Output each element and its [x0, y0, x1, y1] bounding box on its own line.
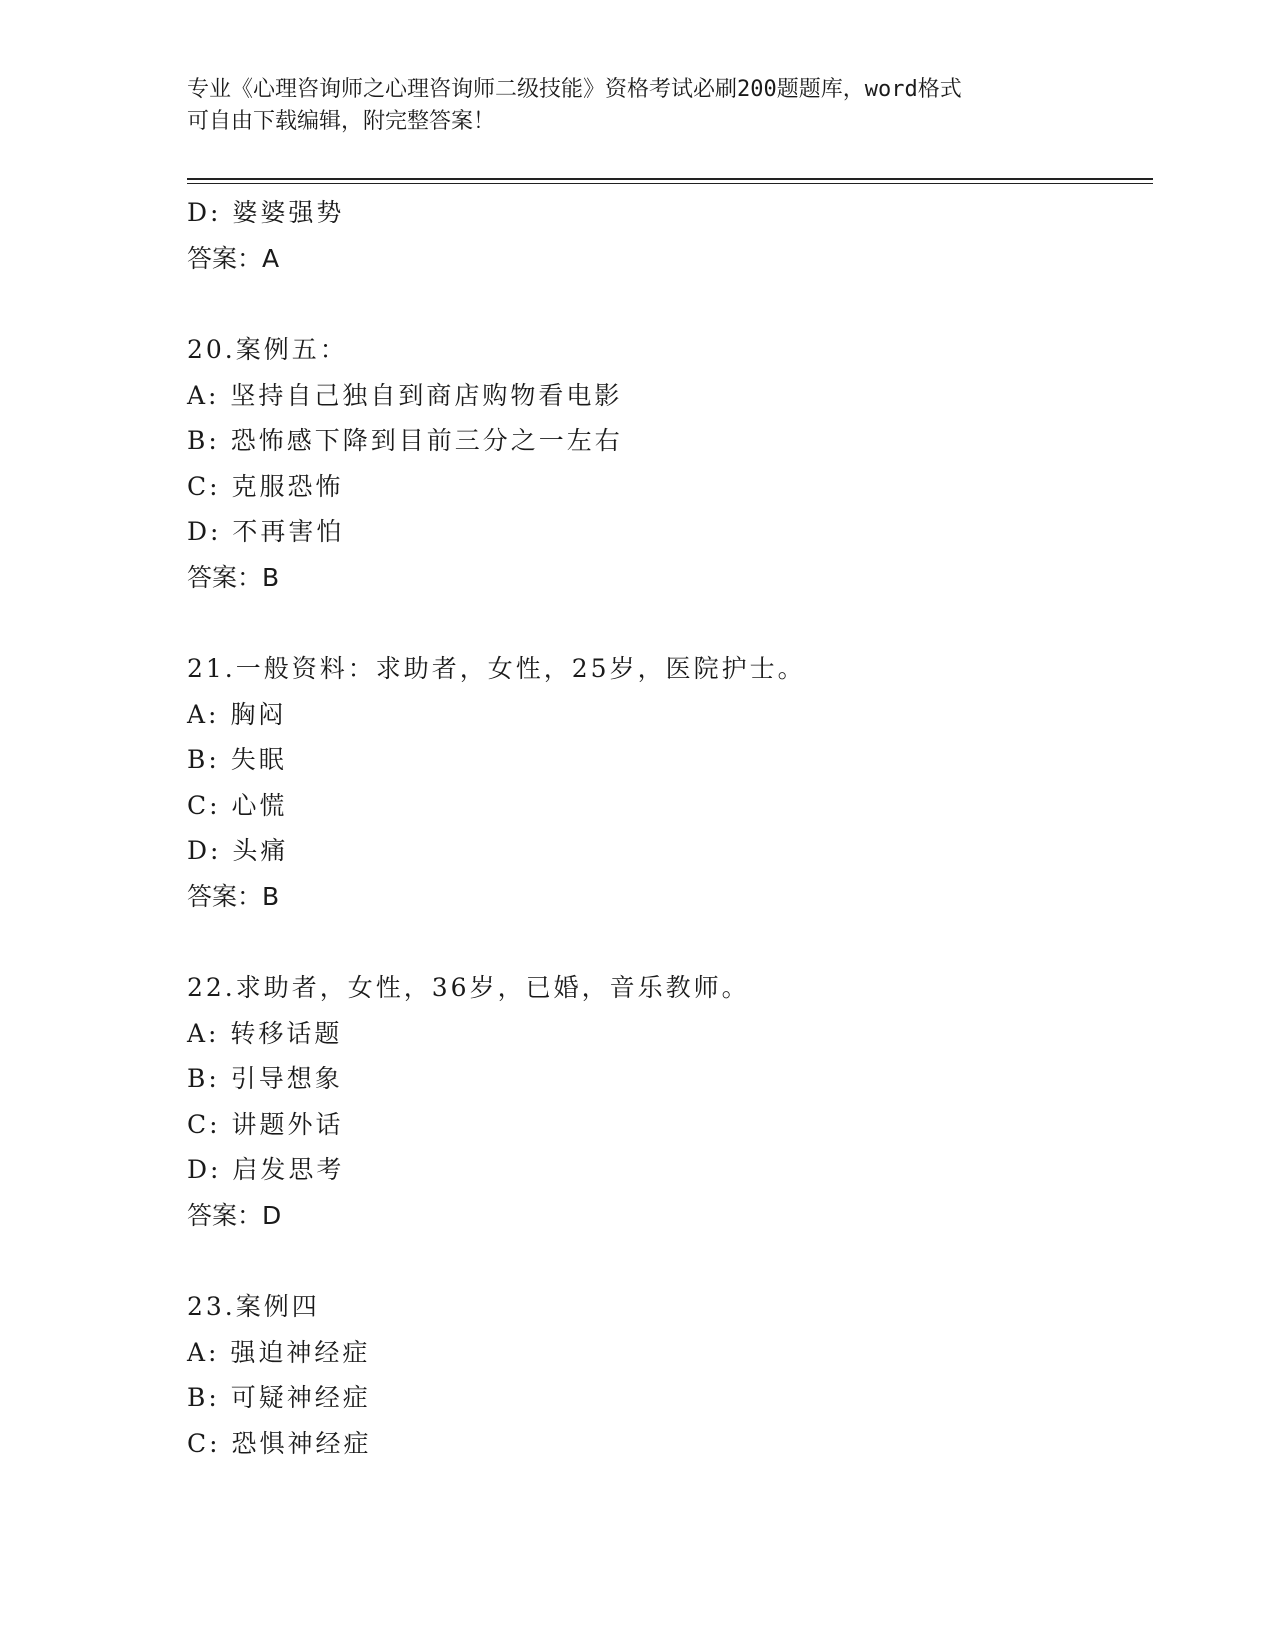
spacer	[187, 600, 1153, 646]
option-d: D: 启发思考	[187, 1155, 345, 1184]
spacer	[187, 919, 1153, 965]
question-title: 21.一般资料：求助者，女性，25岁，医院护士。	[187, 654, 806, 683]
question-title: 20.案例五：	[187, 335, 348, 364]
question-block-21	[187, 646, 1153, 919]
answer-line: 答案：B	[187, 881, 280, 911]
option-b: B: 恐怖感下降到目前三分之一左右	[187, 426, 623, 455]
question-block-23	[187, 1284, 1153, 1466]
option-a: A: 强迫神经症	[187, 1337, 371, 1367]
question-block-prev	[187, 190, 1153, 281]
option-a: A: 坚持自己独自到商店购物看电影	[187, 380, 623, 410]
option-c: C: 恐惧神经症	[187, 1428, 372, 1458]
question-list	[187, 190, 1153, 1466]
option-c: C: 克服恐怖	[187, 471, 344, 501]
answer-line: 答案：A	[187, 243, 280, 273]
question-title: 22.求助者，女性，36岁，已婚，音乐教师。	[187, 973, 750, 1002]
header-line-2: 可自由下载编辑，附完整答案！	[187, 109, 496, 134]
option-c: C: 心慌	[187, 790, 288, 820]
option-d: D: 头痛	[187, 836, 289, 865]
question-block-22	[187, 965, 1153, 1238]
option-b: B: 可疑神经症	[187, 1383, 371, 1412]
header-divider-thick	[187, 178, 1153, 180]
spacer	[187, 1238, 1153, 1284]
option-b: B: 引导想象	[187, 1064, 343, 1093]
answer-line: 答案：B	[187, 562, 280, 592]
question-block-20	[187, 327, 1153, 600]
header-line-1: 专业《心理咨询师之心理咨询师二级技能》资格考试必刷200题题库，word格式	[187, 77, 962, 102]
option-a: A: 胸闷	[187, 699, 287, 729]
option-d: D: 不再害怕	[187, 517, 345, 546]
option-d: D: 婆婆强势	[187, 198, 345, 227]
spacer	[187, 281, 1153, 327]
option-b: B: 失眠	[187, 745, 287, 774]
header-divider-thin	[187, 183, 1153, 184]
option-c: C: 讲题外话	[187, 1109, 344, 1139]
question-title: 23.案例四	[187, 1292, 320, 1321]
answer-line: 答案：D	[187, 1200, 282, 1230]
option-a: A: 转移话题	[187, 1018, 343, 1048]
document-header	[187, 74, 1087, 138]
